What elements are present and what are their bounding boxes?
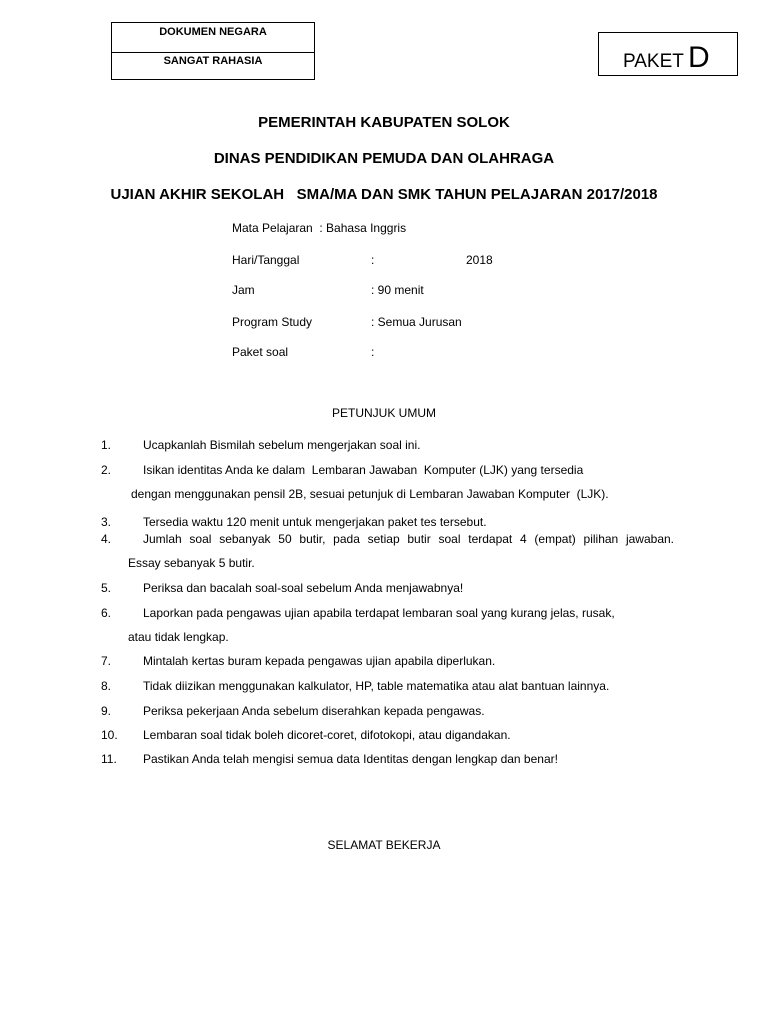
paket-soal-label: Paket soal [232,345,289,359]
instruction-text: Isikan identitas Anda ke dalam Lembaran Jawaban Komputer (LJK) yang tersedia [143,463,584,477]
instruction-continuation: atau tidak lengkap. [128,630,229,644]
instructions-title: PETUNJUK UMUM [332,406,436,420]
instruction-number: 3. [101,515,112,529]
instruction-text: Jumlah soal sebanyak 50 butir, pada setiap butir soal terdapat 4 (empat) pilihan jawaban. [143,532,674,546]
date-year: 2018 [466,253,493,267]
paket-soal-value: : [371,345,375,359]
instruction-number: 11. [101,752,117,766]
date-value: : [371,253,375,267]
instruction-number: 8. [101,679,112,693]
paket-letter: D [688,41,710,74]
instruction-text: Ucapkanlah Bismilah sebelum mengerjakan soal ini. [143,438,421,452]
date-label: Hari/Tanggal [232,253,300,267]
instruction-continuation: dengan menggunakan pensil 2B, sesuai petunjuk di Lembaran Jawaban Komputer (LJK). [131,487,609,501]
title-department: DINAS PENDIDIKAN PEMUDA DAN OLAHRAGA [213,150,555,167]
classification-line-2: SANGAT RAHASIA [163,55,263,67]
closing-text: SELAMAT BEKERJA [327,838,441,852]
instruction-text: Tidak diizikan menggunakan kalkulator, HP, table matematika atau alat bantuan lainnya. [143,679,610,693]
instruction-text: Lembaran soal tidak boleh dicoret-coret, difotokopi, atau digandakan. [143,728,511,742]
title-exam: UJIAN AKHIR SEKOLAH SMA/MA DAN SMK TAHUN PELAJARAN 2017/2018 [110,186,658,203]
instruction-text: Laporkan pada pengawas ujian apabila terdapat lembaran soal yang kurang jelas, rusak, [143,606,615,620]
paket-label: PAKET [623,51,684,72]
instruction-text: Tersedia waktu 120 menit untuk mengerjakan paket tes tersebut. [143,515,487,529]
program-label: Program Study [232,315,313,329]
program-value: : Semua Jurusan [371,315,462,329]
instruction-text: Mintalah kertas buram kepada pengawas ujian apabila diperlukan. [143,654,496,668]
instruction-number: 9. [101,704,112,718]
classification-box [111,22,315,80]
instruction-text: Periksa pekerjaan Anda sebelum diserahkan kepada pengawas. [143,704,485,718]
subject-line: Mata Pelajaran : Bahasa Inggris [232,221,407,235]
instruction-continuation: Essay sebanyak 5 butir. [128,556,255,570]
title-government: PEMERINTAH KABUPATEN SOLOK [258,114,510,131]
paket-box [598,32,738,76]
time-label: Jam [232,283,255,297]
instruction-number: 6. [101,606,112,620]
instruction-number: 7. [101,654,112,668]
instruction-number: 1. [101,438,112,452]
instruction-text: Pastikan Anda telah mengisi semua data Identitas dengan lengkap dan benar! [143,752,558,766]
time-value: : 90 menit [371,283,424,297]
instruction-text: Periksa dan bacalah soal-soal sebelum Anda menjawabnya! [143,581,464,595]
instruction-number: 4. [101,532,112,546]
classification-line-1: DOKUMEN NEGARA [112,23,314,53]
instruction-number: 10. [101,728,118,742]
instruction-number: 2. [101,463,112,477]
instruction-number: 5. [101,581,112,595]
